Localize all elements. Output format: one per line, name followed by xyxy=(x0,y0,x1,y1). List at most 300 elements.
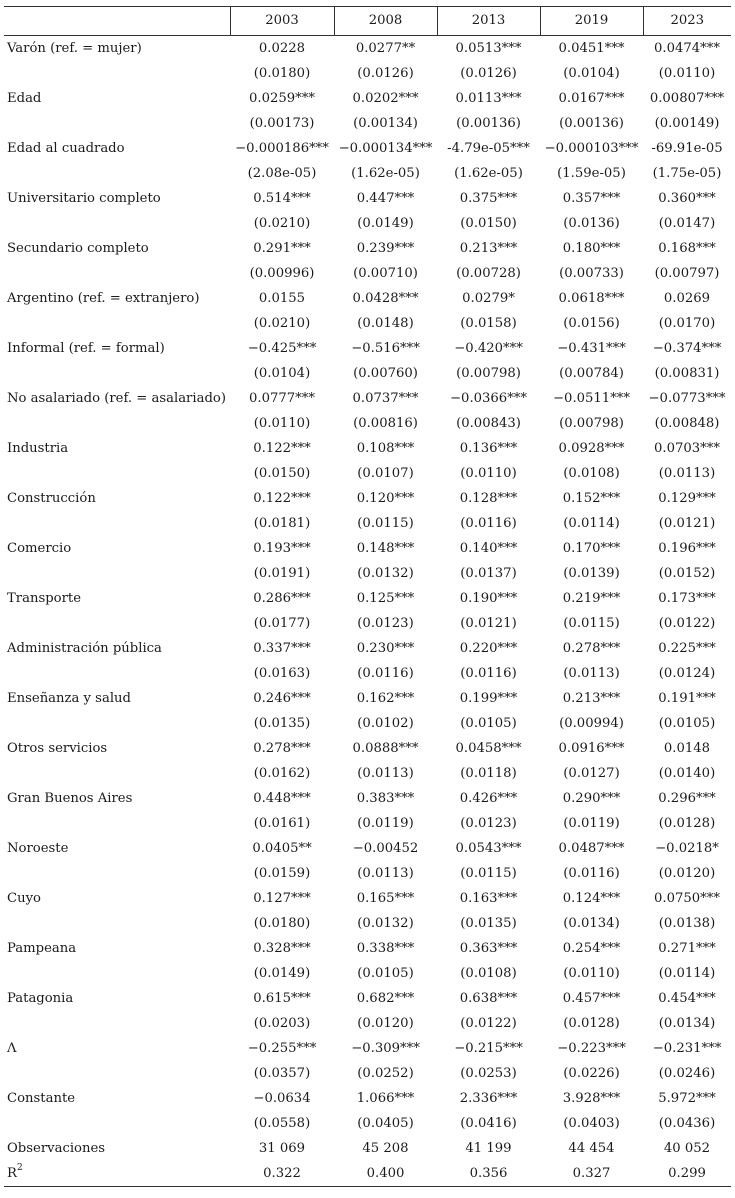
coef-cell: −0.000103*** xyxy=(544,141,639,156)
se-cell: (0.0105) xyxy=(460,716,517,731)
year-header: 2013 xyxy=(437,7,540,36)
se-row xyxy=(4,411,731,436)
se-cell: (0.0158) xyxy=(460,316,517,331)
se-cell: (0.0191) xyxy=(253,566,311,581)
r2-cell: 0.299 xyxy=(643,1161,731,1187)
se-cell: (0.0558) xyxy=(253,1116,311,1131)
coef-row xyxy=(4,436,731,461)
coef-cell: 0.383*** xyxy=(356,791,415,806)
se-label-blank xyxy=(4,911,230,936)
coef-cell: 0.125*** xyxy=(356,591,415,606)
se-row xyxy=(4,261,731,286)
coef-row xyxy=(4,886,731,911)
coef-cell: 0.0513*** xyxy=(455,41,522,56)
se-cell: (0.0110) xyxy=(563,966,620,981)
coef-cell: 0.338*** xyxy=(356,941,415,956)
se-cell: (0.00149) xyxy=(654,116,720,131)
se-cell: (0.0113) xyxy=(357,866,414,881)
year-header: 2023 xyxy=(643,7,731,36)
coef-cell: 0.191*** xyxy=(658,691,716,706)
coef-cell: 0.0888*** xyxy=(352,741,419,756)
r2-cell: 0.327 xyxy=(540,1161,643,1187)
variable-label: Gran Buenos Aires xyxy=(7,791,133,806)
se-row xyxy=(4,711,731,736)
se-cell: (0.0416) xyxy=(460,1116,517,1131)
se-label-blank xyxy=(4,561,230,586)
variable-label: Universitario completo xyxy=(7,191,161,206)
coef-cell: −0.431*** xyxy=(557,341,626,356)
se-cell: (0.0181) xyxy=(253,516,311,531)
r2-row xyxy=(4,1161,731,1187)
coef-cell: 0.108*** xyxy=(356,441,415,456)
se-cell: (0.00134) xyxy=(353,116,418,131)
variable-label: Comercio xyxy=(7,541,72,556)
coef-cell: 0.0269 xyxy=(663,291,711,306)
coef-row xyxy=(4,936,731,961)
se-cell: (0.0110) xyxy=(658,66,716,81)
variable-label: Pampeana xyxy=(7,941,77,956)
coef-row xyxy=(4,636,731,661)
se-row xyxy=(4,911,731,936)
variable-label: Transporte xyxy=(7,591,82,606)
coef-cell: −0.255*** xyxy=(247,1041,317,1056)
coef-cell: −0.0366*** xyxy=(450,391,527,406)
se-label-blank xyxy=(4,661,230,686)
se-cell: (0.0113) xyxy=(658,466,716,481)
coef-cell: 0.0228 xyxy=(258,41,306,56)
se-cell: (0.0156) xyxy=(563,316,620,331)
coef-cell: 0.0405** xyxy=(252,841,312,856)
se-label-blank xyxy=(4,161,230,186)
variable-label: Industria xyxy=(7,441,69,456)
coef-cell: 0.0487*** xyxy=(558,841,625,856)
se-cell: (0.0115) xyxy=(563,616,620,631)
variable-label: Enseñanza y salud xyxy=(7,691,131,706)
se-cell: (0.0210) xyxy=(253,316,311,331)
coef-cell: 0.328*** xyxy=(253,941,311,956)
se-cell: (0.0114) xyxy=(658,966,716,981)
variable-label: Cuyo xyxy=(7,891,41,906)
se-cell: (0.0121) xyxy=(658,516,716,531)
se-cell: (0.0116) xyxy=(563,866,620,881)
se-cell: (0.0132) xyxy=(357,916,414,931)
coef-cell: 0.0750*** xyxy=(654,891,720,906)
coef-cell: 0.278*** xyxy=(562,641,621,656)
coef-cell: 0.457*** xyxy=(562,991,621,1006)
coef-row xyxy=(4,136,731,161)
se-cell: (0.0123) xyxy=(357,616,414,631)
coef-cell: −0.000186*** xyxy=(235,141,329,156)
coef-cell: -69.91e-05 xyxy=(651,141,723,156)
se-cell: (0.0159) xyxy=(253,866,311,881)
variable-label: Patagonia xyxy=(7,991,74,1006)
coef-cell: -4.79e-05*** xyxy=(447,141,530,156)
coef-cell: −0.00452 xyxy=(352,841,419,856)
se-cell: (0.0252) xyxy=(357,1066,414,1081)
se-row xyxy=(4,461,731,486)
se-cell: (0.0147) xyxy=(658,216,716,231)
coef-cell: 0.163*** xyxy=(459,891,518,906)
se-row xyxy=(4,761,731,786)
header-row xyxy=(4,7,731,36)
se-label-blank xyxy=(4,1111,230,1136)
se-cell: (0.0134) xyxy=(563,916,620,931)
coef-cell: 0.199*** xyxy=(459,691,518,706)
coef-cell: 0.0474*** xyxy=(654,41,720,56)
r2-label-base: R xyxy=(7,1166,17,1181)
se-cell: (0.0126) xyxy=(460,66,517,81)
coef-cell: 0.447*** xyxy=(356,191,415,206)
se-cell: (0.0436) xyxy=(658,1116,716,1131)
coef-cell: 0.124*** xyxy=(562,891,621,906)
coef-cell: 0.128*** xyxy=(459,491,518,506)
coef-cell: 0.615*** xyxy=(253,991,311,1006)
coef-cell: 0.162*** xyxy=(356,691,415,706)
coef-cell: 0.454*** xyxy=(658,991,716,1006)
se-cell: (0.00848) xyxy=(654,416,720,431)
variable-label: Varón (ref. = mujer) xyxy=(7,41,142,56)
se-cell: (0.0116) xyxy=(460,666,517,681)
coef-cell: −0.0218* xyxy=(655,841,719,856)
coef-cell: 0.0202*** xyxy=(352,91,419,106)
se-cell: (0.00784) xyxy=(559,366,624,381)
se-label-blank xyxy=(4,1011,230,1036)
se-cell: (0.0210) xyxy=(253,216,311,231)
r2-label-superscript: 2 xyxy=(16,1162,23,1173)
r2-label xyxy=(4,1161,230,1187)
coef-cell: −0.0511*** xyxy=(553,391,630,406)
se-row xyxy=(4,1111,731,1136)
coef-row xyxy=(4,736,731,761)
se-cell: (0.0104) xyxy=(563,66,620,81)
coef-cell: 2.336*** xyxy=(459,1091,518,1106)
se-cell: (0.0105) xyxy=(658,716,716,731)
se-cell: (0.00797) xyxy=(654,266,720,281)
se-cell: (0.0118) xyxy=(460,766,517,781)
se-label-blank xyxy=(4,1061,230,1086)
se-row xyxy=(4,511,731,536)
coef-cell: −0.0773*** xyxy=(648,391,726,406)
coef-cell: −0.223*** xyxy=(557,1041,626,1056)
variable-label: No asalariado (ref. = asalariado) xyxy=(7,391,226,406)
coef-cell: 0.363*** xyxy=(459,941,518,956)
coef-row xyxy=(4,86,731,111)
r2-cell: 0.356 xyxy=(437,1161,540,1187)
se-cell: (0.0180) xyxy=(253,916,311,931)
coef-cell: 0.0259*** xyxy=(249,91,315,106)
coef-row xyxy=(4,586,731,611)
se-cell: (0.0126) xyxy=(357,66,414,81)
se-cell: (0.0253) xyxy=(460,1066,517,1081)
r2-cell: 0.400 xyxy=(334,1161,437,1187)
se-cell: (0.0152) xyxy=(658,566,716,581)
se-cell: (0.0170) xyxy=(658,316,716,331)
se-cell: (0.0128) xyxy=(563,1016,620,1031)
variable-label: Edad xyxy=(7,91,42,106)
se-cell: (0.0110) xyxy=(253,416,311,431)
coef-cell: 0.213*** xyxy=(562,691,621,706)
coef-cell: 0.0703*** xyxy=(654,441,720,456)
se-cell: (0.00173) xyxy=(249,116,315,131)
se-cell: (1.62e-05) xyxy=(454,166,523,181)
coef-cell: 0.129*** xyxy=(658,491,716,506)
se-cell: (0.0140) xyxy=(658,766,716,781)
coef-cell: −0.0634 xyxy=(253,1091,311,1106)
se-cell: (0.0113) xyxy=(563,666,620,681)
coef-cell: 0.0277** xyxy=(355,41,416,56)
coef-cell: 0.193*** xyxy=(253,541,311,556)
coef-cell: 0.152*** xyxy=(562,491,621,506)
se-cell: (0.0105) xyxy=(357,966,414,981)
se-cell: (0.0127) xyxy=(563,766,620,781)
observations-cell: 40 052 xyxy=(663,1141,711,1156)
table-body xyxy=(4,36,731,1187)
coef-cell: 0.514*** xyxy=(253,191,311,206)
coef-cell: 0.140*** xyxy=(459,541,518,556)
se-cell: (0.0149) xyxy=(357,216,414,231)
coef-cell: 0.0451*** xyxy=(558,41,625,56)
coef-cell: −0.000134*** xyxy=(338,141,433,156)
coef-row xyxy=(4,786,731,811)
se-cell: (0.00816) xyxy=(353,416,418,431)
coef-cell: 0.0167*** xyxy=(558,91,625,106)
se-cell: (0.0110) xyxy=(460,466,517,481)
se-cell: (1.75e-05) xyxy=(652,166,722,181)
coef-cell: −0.425*** xyxy=(247,341,317,356)
se-cell: (0.0116) xyxy=(460,516,517,531)
coef-cell: 0.180*** xyxy=(562,241,621,256)
coef-cell: 0.448*** xyxy=(253,791,311,806)
se-cell: (0.00733) xyxy=(559,266,624,281)
observations-cell: 31 069 xyxy=(258,1141,306,1156)
variable-label: Administración pública xyxy=(7,641,162,656)
se-row xyxy=(4,1061,731,1086)
se-cell: (0.0405) xyxy=(357,1116,414,1131)
coef-cell: 0.170*** xyxy=(562,541,621,556)
se-cell: (0.0163) xyxy=(253,666,311,681)
coef-cell: 0.286*** xyxy=(253,591,311,606)
coef-cell: 0.337*** xyxy=(253,641,311,656)
se-cell: (0.0180) xyxy=(253,66,311,81)
se-cell: (0.0123) xyxy=(460,816,517,831)
se-row xyxy=(4,61,731,86)
se-cell: (0.00994) xyxy=(559,716,624,731)
se-label-blank xyxy=(4,61,230,86)
se-row xyxy=(4,361,731,386)
regression-table xyxy=(4,6,731,1187)
coef-cell: 0.136*** xyxy=(459,441,518,456)
coef-cell: 0.357*** xyxy=(562,191,621,206)
coef-row xyxy=(4,686,731,711)
se-cell: (0.0108) xyxy=(460,966,517,981)
coef-row xyxy=(4,486,731,511)
se-label-blank xyxy=(4,611,230,636)
se-cell: (0.0108) xyxy=(563,466,620,481)
se-cell: (0.00136) xyxy=(559,116,624,131)
coef-cell: −0.374*** xyxy=(652,341,722,356)
se-cell: (0.0113) xyxy=(357,766,414,781)
coef-cell: 0.190*** xyxy=(459,591,518,606)
se-cell: (1.62e-05) xyxy=(351,166,420,181)
coef-cell: 0.296*** xyxy=(658,791,716,806)
observations-label: Observaciones xyxy=(7,1141,106,1156)
coef-row xyxy=(4,186,731,211)
coef-cell: 0.173*** xyxy=(658,591,716,606)
se-cell: (0.0137) xyxy=(460,566,517,581)
se-cell: (0.0121) xyxy=(460,616,517,631)
se-cell: (0.0122) xyxy=(658,616,716,631)
coef-cell: −0.231*** xyxy=(652,1041,722,1056)
se-cell: (0.00996) xyxy=(249,266,315,281)
se-cell: (0.0115) xyxy=(357,516,414,531)
se-cell: (1.59e-05) xyxy=(557,166,626,181)
coef-cell: 0.230*** xyxy=(356,641,415,656)
se-cell: (0.00831) xyxy=(654,366,720,381)
se-cell: (0.00710) xyxy=(353,266,418,281)
observations-cell: 45 208 xyxy=(362,1141,409,1156)
se-cell: (0.0135) xyxy=(253,716,311,731)
coef-cell: −0.309*** xyxy=(351,1041,420,1056)
coef-cell: 0.213*** xyxy=(459,241,518,256)
se-cell: (0.0119) xyxy=(357,816,414,831)
se-cell: (0.0134) xyxy=(658,1016,716,1031)
coef-cell: 0.0155 xyxy=(258,291,306,306)
se-row xyxy=(4,111,731,136)
se-cell: (0.0148) xyxy=(357,316,414,331)
se-cell: (0.0114) xyxy=(563,516,620,531)
se-row xyxy=(4,961,731,986)
se-cell: (0.0135) xyxy=(460,916,517,931)
coef-cell: 0.122*** xyxy=(253,441,311,456)
se-cell: (0.0139) xyxy=(563,566,620,581)
se-row xyxy=(4,211,731,236)
coef-cell: 0.426*** xyxy=(459,791,518,806)
se-label-blank xyxy=(4,461,230,486)
coef-cell: 0.0777*** xyxy=(249,391,315,406)
coef-cell: −0.420*** xyxy=(454,341,523,356)
se-row xyxy=(4,811,731,836)
coef-cell: 5.972*** xyxy=(658,1091,716,1106)
coef-cell: 0.168*** xyxy=(658,241,716,256)
coef-cell: 0.225*** xyxy=(658,641,716,656)
se-label-blank xyxy=(4,811,230,836)
se-cell: (0.0128) xyxy=(658,816,716,831)
se-cell: (0.0203) xyxy=(253,1016,311,1031)
coef-cell: 0.127*** xyxy=(253,891,311,906)
coef-cell: 3.928*** xyxy=(562,1091,621,1106)
coef-cell: 0.291*** xyxy=(253,241,311,256)
coef-cell: 0.219*** xyxy=(562,591,621,606)
se-cell: (0.00843) xyxy=(456,416,521,431)
se-cell: (0.0107) xyxy=(357,466,414,481)
coef-row xyxy=(4,986,731,1011)
observations-row xyxy=(4,1136,731,1161)
coef-cell: 0.360*** xyxy=(658,191,716,206)
se-cell: (0.0149) xyxy=(253,966,311,981)
variable-label: Edad al cuadrado xyxy=(7,141,125,156)
coef-row xyxy=(4,336,731,361)
se-cell: (0.0124) xyxy=(658,666,716,681)
year-header: 2008 xyxy=(334,7,437,36)
r2-cell: 0.322 xyxy=(230,1161,334,1187)
se-cell: (0.00728) xyxy=(456,266,521,281)
coef-cell: 0.246*** xyxy=(253,691,311,706)
variable-label: Λ xyxy=(7,1041,17,1056)
coef-cell: −0.516*** xyxy=(351,341,420,356)
coef-cell: 0.375*** xyxy=(459,191,518,206)
header-blank-cell xyxy=(4,7,230,36)
coef-cell: 0.0458*** xyxy=(455,741,522,756)
se-label-blank xyxy=(4,961,230,986)
coef-cell: 0.638*** xyxy=(459,991,518,1006)
se-row xyxy=(4,311,731,336)
se-cell: (0.0120) xyxy=(658,866,716,881)
variable-label: Noroeste xyxy=(7,841,69,856)
coef-cell: 0.0618*** xyxy=(558,291,625,306)
se-row xyxy=(4,861,731,886)
coef-row xyxy=(4,536,731,561)
coef-row xyxy=(4,236,731,261)
se-label-blank xyxy=(4,261,230,286)
se-cell: (0.0246) xyxy=(658,1066,716,1081)
se-cell: (0.00760) xyxy=(353,366,418,381)
se-row xyxy=(4,1011,731,1036)
se-cell: (0.0115) xyxy=(460,866,517,881)
coef-cell: 1.066*** xyxy=(356,1091,415,1106)
coef-cell: 0.0279* xyxy=(462,291,515,306)
se-label-blank xyxy=(4,861,230,886)
coef-row xyxy=(4,1036,731,1061)
se-cell: (0.0116) xyxy=(357,666,414,681)
coef-cell: 0.122*** xyxy=(253,491,311,506)
se-cell: (0.0136) xyxy=(563,216,620,231)
year-header: 2003 xyxy=(230,7,334,36)
observations-cell: 41 199 xyxy=(465,1141,512,1156)
coef-cell: 0.254*** xyxy=(562,941,621,956)
se-cell: (0.0150) xyxy=(460,216,517,231)
se-cell: (0.00798) xyxy=(456,366,521,381)
se-row xyxy=(4,561,731,586)
coef-row xyxy=(4,836,731,861)
se-label-blank xyxy=(4,511,230,536)
se-label-blank xyxy=(4,761,230,786)
se-label-blank xyxy=(4,311,230,336)
se-cell: (0.0132) xyxy=(357,566,414,581)
se-label-blank xyxy=(4,361,230,386)
se-cell: (0.0177) xyxy=(253,616,311,631)
year-header: 2019 xyxy=(540,7,643,36)
coef-cell: 0.682*** xyxy=(356,991,415,1006)
se-label-blank xyxy=(4,211,230,236)
se-label-blank xyxy=(4,411,230,436)
coef-cell: 0.0928*** xyxy=(558,441,625,456)
se-row xyxy=(4,161,731,186)
coef-cell: 0.220*** xyxy=(459,641,518,656)
observations-cell: 44 454 xyxy=(568,1141,615,1156)
se-cell: (0.0403) xyxy=(563,1116,620,1131)
variable-label: Informal (ref. = formal) xyxy=(7,341,165,356)
se-cell: (0.0357) xyxy=(253,1066,311,1081)
se-cell: (0.0161) xyxy=(253,816,311,831)
coef-cell: 0.0428*** xyxy=(352,291,419,306)
se-cell: (0.0119) xyxy=(563,816,620,831)
se-cell: (0.00136) xyxy=(456,116,521,131)
se-label-blank xyxy=(4,111,230,136)
coef-cell: 0.278*** xyxy=(253,741,311,756)
coef-cell: 0.00807*** xyxy=(649,91,725,106)
variable-label: Otros servicios xyxy=(7,741,108,756)
coef-cell: 0.290*** xyxy=(562,791,621,806)
